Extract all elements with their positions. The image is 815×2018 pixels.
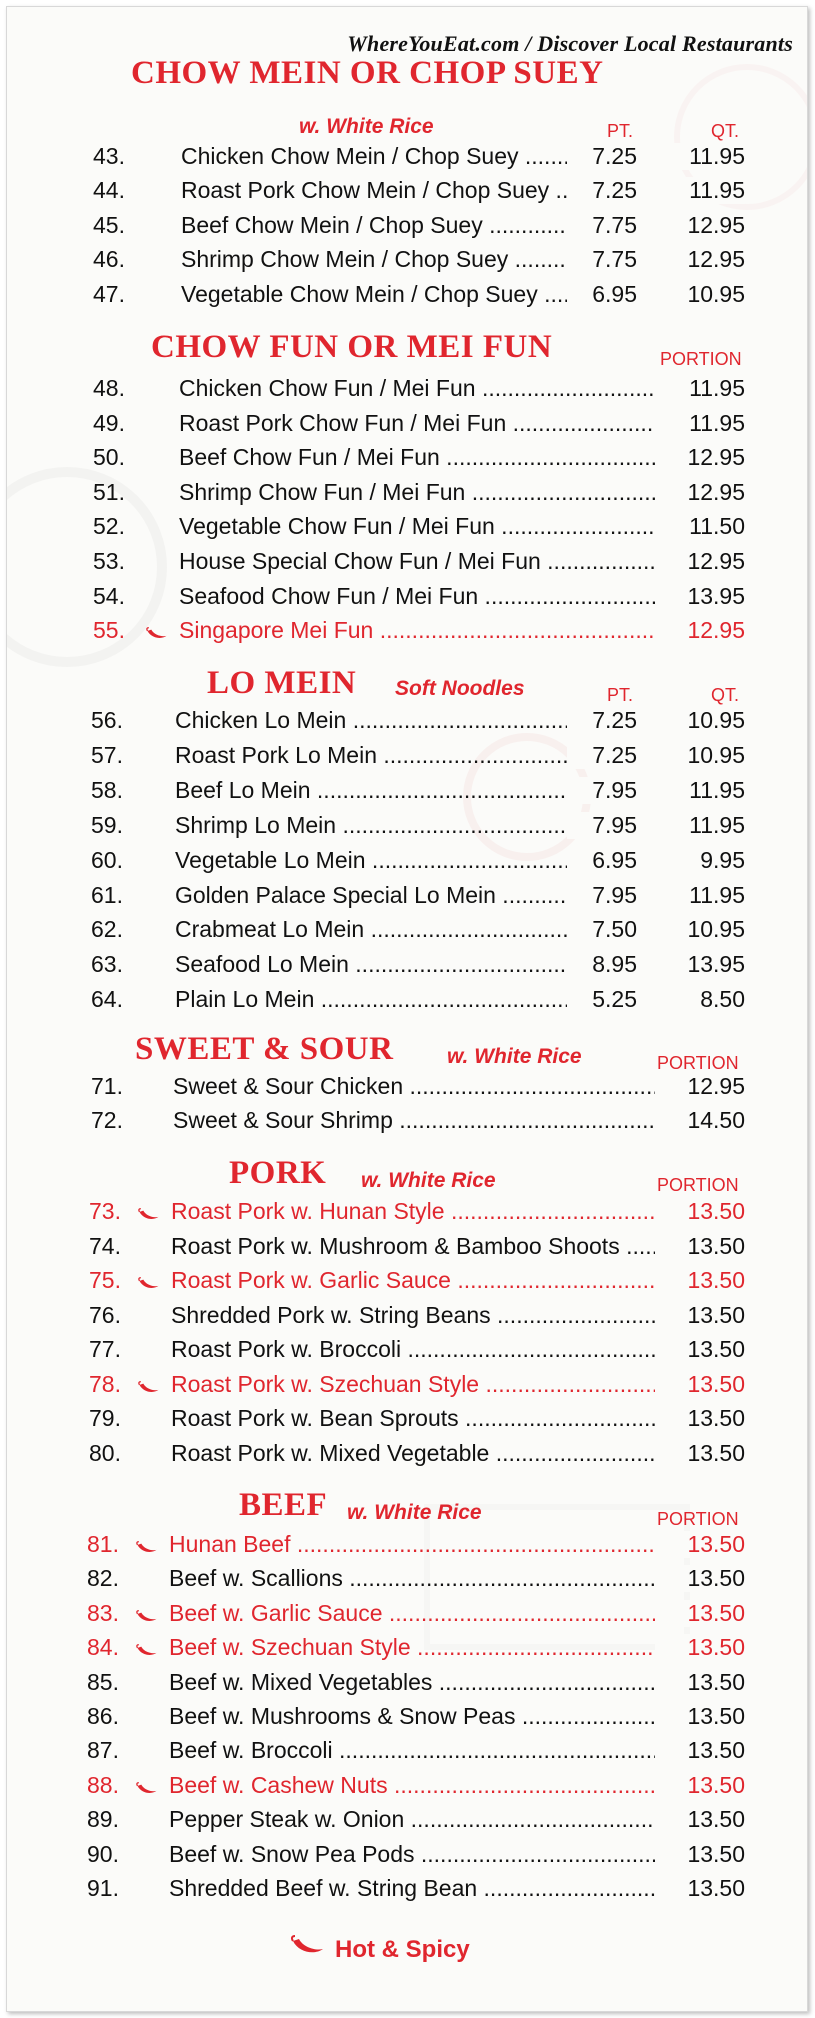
- item-price-portion: 11.95: [655, 410, 745, 437]
- item-name: Vegetable Chow Fun / Mei Fun .....: [179, 513, 675, 540]
- item-number: 62.: [91, 916, 123, 943]
- chili-pepper-icon: [135, 1775, 159, 1802]
- section-subtitle-pork: w. White Rice: [361, 1169, 496, 1192]
- column-header-portion: PORTION: [657, 1053, 739, 1073]
- menu-item-row: [7, 1302, 807, 1334]
- item-name: Shredded Pork w. String Beans .....: [171, 1302, 675, 1329]
- menu-item-row: [7, 1107, 807, 1139]
- item-number: 47.: [93, 280, 125, 307]
- item-price-quart: 11.95: [655, 812, 745, 839]
- menu-item-row: [7, 951, 807, 983]
- item-number: 61.: [91, 881, 123, 908]
- menu-item-row: [7, 847, 807, 879]
- item-number: 73.: [89, 1198, 121, 1224]
- menu-item-row: [7, 1336, 807, 1368]
- item-number: 52.: [93, 513, 125, 540]
- item-number: 49.: [93, 409, 125, 436]
- item-price-quart: 11.95: [655, 777, 745, 804]
- item-name: Plain Lo Mein .....: [175, 986, 575, 1013]
- item-price-portion: 11.95: [655, 375, 745, 402]
- item-price-pint: 7.95: [567, 777, 637, 804]
- item-price-portion: 13.50: [655, 1302, 745, 1329]
- section-title-sweet-sour: SWEET & SOUR: [135, 1031, 394, 1067]
- column-header-portion: PORTION: [657, 1509, 739, 1529]
- item-name: Roast Pork w. Bean Sprouts .....: [171, 1405, 675, 1432]
- menu-item-row: [7, 1875, 807, 1907]
- item-number: 77.: [89, 1336, 121, 1362]
- item-price-quart: 9.95: [655, 847, 745, 874]
- menu-item-row: [7, 444, 807, 476]
- column-header-pint: PT.: [607, 121, 634, 141]
- item-price-portion: 13.50: [655, 1669, 745, 1696]
- column-header-portion: PORTION: [660, 349, 742, 369]
- menu-item-row: [7, 1267, 807, 1299]
- menu-item-row: [7, 986, 807, 1018]
- item-name: Beef w. Scallions .....: [169, 1565, 675, 1592]
- chili-pepper-icon: [137, 1374, 161, 1401]
- item-name: Golden Palace Special Lo Mein .....: [175, 882, 575, 909]
- item-name: Vegetable Lo Mein .....: [175, 847, 575, 874]
- item-price-quart: 10.95: [655, 707, 745, 734]
- item-price-portion: 13.50: [655, 1875, 745, 1902]
- item-price-portion: 13.50: [655, 1198, 745, 1225]
- item-price-portion: 13.50: [655, 1600, 745, 1627]
- item-price-portion: 11.50: [655, 513, 745, 540]
- item-price-quart: 11.95: [655, 177, 745, 204]
- item-number: 75.: [89, 1267, 121, 1293]
- item-price-portion: 13.50: [655, 1806, 745, 1833]
- section-title-beef: BEEF: [239, 1487, 328, 1523]
- item-name: Vegetable Chow Mein / Chop Suey .....: [181, 281, 575, 308]
- item-name: Roast Pork w. Mixed Vegetable .....: [171, 1440, 675, 1467]
- item-name: Singapore Mei Fun .....: [179, 617, 675, 644]
- item-name: Beef w. Cashew Nuts .....: [169, 1772, 675, 1799]
- item-price-pint: 7.95: [567, 882, 637, 909]
- item-price-portion: 13.50: [655, 1336, 745, 1363]
- menu-item-row: [7, 1669, 807, 1701]
- item-price-portion: 13.50: [655, 1440, 745, 1467]
- menu-item-row: [7, 1600, 807, 1632]
- item-name: Beef Chow Fun / Mei Fun .....: [179, 444, 675, 471]
- chili-pepper-icon: [289, 1935, 327, 1964]
- item-number: 83.: [87, 1599, 119, 1626]
- menu-item-row: [7, 479, 807, 511]
- item-number: 80.: [89, 1439, 121, 1466]
- item-number: 84.: [87, 1634, 119, 1661]
- item-name: Shredded Beef w. String Bean .....: [169, 1875, 675, 1902]
- column-header-pint: PT.: [607, 685, 634, 705]
- item-number: 60.: [91, 846, 123, 873]
- item-name: Sweet & Sour Shrimp .....: [173, 1107, 675, 1134]
- item-name: Roast Pork Chow Mein / Chop Suey .....: [181, 177, 575, 204]
- chili-pepper-icon: [135, 1534, 159, 1561]
- menu-item-row: [7, 410, 807, 442]
- item-price-quart: 12.95: [655, 246, 745, 273]
- item-price-pint: 7.50: [567, 916, 637, 943]
- menu-item-row: [7, 1634, 807, 1666]
- section-title-lo-mein: LO MEIN: [207, 665, 357, 701]
- menu-item-row: [7, 1531, 807, 1563]
- item-number: 45.: [93, 211, 125, 238]
- item-price-pint: 7.25: [567, 143, 637, 170]
- chili-pepper-icon: [137, 1201, 161, 1228]
- item-number: 71.: [91, 1073, 123, 1099]
- item-number: 44.: [93, 177, 125, 204]
- item-name: Beef w. Broccoli .....: [169, 1737, 675, 1764]
- item-price-portion: 13.50: [655, 1565, 745, 1592]
- item-number: 55.: [93, 617, 125, 644]
- column-header-portion: PORTION: [657, 1175, 739, 1195]
- item-price-pint: 6.95: [567, 281, 637, 308]
- item-name: Chicken Lo Mein .....: [175, 707, 575, 734]
- menu-item-row: [7, 812, 807, 844]
- item-price-portion: 13.50: [655, 1737, 745, 1764]
- menu-item-row: [7, 177, 807, 209]
- item-price-portion: 13.50: [655, 1634, 745, 1661]
- item-price-quart: 10.95: [655, 742, 745, 769]
- section-subtitle-chow-mein: w. White Rice: [299, 115, 434, 138]
- item-price-pint: 7.25: [567, 707, 637, 734]
- item-name: Beef w. Mushrooms & Snow Peas .....: [169, 1703, 675, 1730]
- item-price-portion: 13.95: [655, 583, 745, 610]
- item-name: Pepper Steak w. Onion .....: [169, 1806, 675, 1833]
- menu-item-row: [7, 1233, 807, 1265]
- item-number: 50.: [93, 444, 125, 471]
- item-price-pint: 7.75: [567, 212, 637, 239]
- item-number: 74.: [89, 1232, 121, 1259]
- chili-pepper-icon: [137, 1270, 161, 1297]
- menu-item-row: [7, 617, 807, 649]
- item-price-pint: 7.25: [567, 177, 637, 204]
- menu-item-row: [7, 707, 807, 739]
- item-name: Shrimp Lo Mein .....: [175, 812, 575, 839]
- item-number: 89.: [87, 1806, 119, 1833]
- menu-item-row: [7, 1371, 807, 1403]
- menu-item-row: [7, 1703, 807, 1735]
- item-name: Shrimp Chow Fun / Mei Fun .....: [179, 479, 675, 506]
- section-subtitle-beef: w. White Rice: [347, 1501, 482, 1524]
- menu-item-row: [7, 246, 807, 278]
- menu-item-row: [7, 1198, 807, 1230]
- item-name: Beef Lo Mein .....: [175, 777, 575, 804]
- item-name: Roast Pork w. Hunan Style .....: [171, 1198, 675, 1225]
- section-title-chow-fun: CHOW FUN OR MEI FUN: [151, 329, 553, 365]
- item-price-quart: 10.95: [655, 281, 745, 308]
- item-name: Seafood Chow Fun / Mei Fun .....: [179, 583, 675, 610]
- menu-item-row: [7, 143, 807, 175]
- site-attribution: WhereYouEat.com / Discover Local Restaurants: [347, 31, 793, 56]
- item-price-portion: 12.95: [655, 1073, 745, 1100]
- menu-item-row: [7, 583, 807, 615]
- item-price-portion: 13.50: [655, 1371, 745, 1398]
- item-price-portion: 12.95: [655, 548, 745, 575]
- item-price-quart: 10.95: [655, 916, 745, 943]
- item-number: 81.: [87, 1531, 119, 1557]
- item-price-quart: 11.95: [655, 143, 745, 170]
- item-name: Roast Pork w. Garlic Sauce .....: [171, 1267, 675, 1294]
- item-number: 46.: [93, 246, 125, 273]
- item-price-quart: 11.95: [655, 882, 745, 909]
- item-name: House Special Chow Fun / Mei Fun .....: [179, 548, 675, 575]
- section-subtitle-lo-mein: Soft Noodles: [395, 677, 525, 700]
- column-header-quart: QT.: [711, 121, 740, 141]
- item-number: 48.: [93, 375, 125, 401]
- chili-pepper-icon: [145, 620, 169, 647]
- item-name: Seafood Lo Mein .....: [175, 951, 575, 978]
- item-price-quart: 8.50: [655, 986, 745, 1013]
- item-number: 87.: [87, 1737, 119, 1764]
- item-price-pint: 7.75: [567, 246, 637, 273]
- item-price-pint: 7.25: [567, 742, 637, 769]
- item-price-portion: 13.50: [655, 1841, 745, 1868]
- item-name: Crabmeat Lo Mein .....: [175, 916, 575, 943]
- item-name: Beef w. Snow Pea Pods .....: [169, 1841, 675, 1868]
- item-price-quart: 12.95: [655, 212, 745, 239]
- menu-item-row: [7, 1806, 807, 1838]
- item-price-pint: 7.95: [567, 812, 637, 839]
- item-name: Sweet & Sour Chicken .....: [173, 1073, 675, 1100]
- item-number: 79.: [89, 1405, 121, 1431]
- item-number: 86.: [87, 1703, 119, 1729]
- menu-item-row: [7, 513, 807, 545]
- menu-item-row: [7, 1737, 807, 1769]
- item-number: 64.: [91, 986, 123, 1013]
- menu-item-row: [7, 777, 807, 809]
- menu-item-row: [7, 1073, 807, 1105]
- item-number: 51.: [93, 478, 125, 505]
- hot-spicy-legend: [289, 1935, 470, 1964]
- item-number: 53.: [93, 548, 125, 574]
- item-number: 72.: [91, 1107, 123, 1133]
- item-name: Roast Pork Chow Fun / Mei Fun .....: [179, 410, 675, 437]
- item-price-portion: 12.95: [655, 444, 745, 471]
- item-number: 85.: [87, 1668, 119, 1695]
- item-name: Beef w. Mixed Vegetables .....: [169, 1669, 675, 1696]
- item-number: 91.: [87, 1875, 119, 1901]
- item-price-portion: 12.95: [655, 479, 745, 506]
- section-subtitle-sweet-sour: w. White Rice: [447, 1045, 582, 1068]
- menu-item-row: [7, 1565, 807, 1597]
- chili-pepper-icon: [135, 1603, 159, 1630]
- item-price-portion: 14.50: [655, 1107, 745, 1134]
- item-number: 59.: [91, 811, 123, 838]
- item-name: Chicken Chow Mein / Chop Suey .....: [181, 143, 575, 170]
- menu-page: [6, 6, 808, 2012]
- item-price-portion: 13.50: [655, 1233, 745, 1260]
- menu-item-row: [7, 212, 807, 244]
- item-price-quart: 13.95: [655, 951, 745, 978]
- item-price-pint: 8.95: [567, 951, 637, 978]
- item-number: 82.: [87, 1565, 119, 1592]
- section-title-chow-mein: CHOW MEIN OR CHOP SUEY: [131, 55, 604, 91]
- menu-item-row: [7, 742, 807, 774]
- chili-pepper-icon: [135, 1637, 159, 1664]
- section-title-pork: PORK: [229, 1155, 327, 1191]
- item-name: Roast Pork w. Broccoli .....: [171, 1336, 675, 1363]
- item-name: Chicken Chow Fun / Mei Fun .....: [179, 375, 675, 402]
- item-name: Roast Pork w. Szechuan Style .....: [171, 1371, 675, 1398]
- item-number: 90.: [87, 1840, 119, 1867]
- item-price-portion: 13.50: [655, 1267, 745, 1294]
- menu-item-row: [7, 281, 807, 313]
- item-price-portion: 13.50: [655, 1405, 745, 1432]
- menu-item-row: [7, 882, 807, 914]
- item-price-pint: 6.95: [567, 847, 637, 874]
- item-number: 78.: [89, 1370, 121, 1397]
- menu-item-row: [7, 375, 807, 407]
- item-price-portion: 13.50: [655, 1531, 745, 1558]
- item-number: 54.: [93, 582, 125, 609]
- menu-item-row: [7, 1772, 807, 1804]
- menu-item-row: [7, 1440, 807, 1472]
- menu-item-row: [7, 548, 807, 580]
- item-name: Beef w. Szechuan Style .....: [169, 1634, 675, 1661]
- item-name: Roast Pork Lo Mein .....: [175, 742, 575, 769]
- item-name: Roast Pork w. Mushroom & Bamboo Shoots .....: [171, 1233, 675, 1260]
- item-number: 63.: [91, 951, 123, 978]
- item-number: 57.: [91, 741, 123, 768]
- item-price-pint: 5.25: [567, 986, 637, 1013]
- item-name: Hunan Beef .....: [169, 1531, 675, 1558]
- item-name: Beef w. Garlic Sauce .....: [169, 1600, 675, 1627]
- item-name: Beef Chow Mein / Chop Suey .....: [181, 212, 575, 239]
- item-price-portion: 13.50: [655, 1703, 745, 1730]
- item-number: 56.: [91, 707, 123, 733]
- item-number: 43.: [93, 143, 125, 169]
- item-number: 76.: [89, 1301, 121, 1328]
- hot-spicy-label: Hot & Spicy: [335, 1935, 470, 1963]
- menu-item-row: [7, 1405, 807, 1437]
- menu-item-row: [7, 1841, 807, 1873]
- item-price-portion: 13.50: [655, 1772, 745, 1799]
- menu-item-row: [7, 916, 807, 948]
- item-price-portion: 12.95: [655, 617, 745, 644]
- item-number: 88.: [87, 1771, 119, 1798]
- column-header-quart: QT.: [711, 685, 740, 705]
- item-name: Shrimp Chow Mein / Chop Suey .....: [181, 246, 575, 273]
- item-number: 58.: [91, 776, 123, 803]
